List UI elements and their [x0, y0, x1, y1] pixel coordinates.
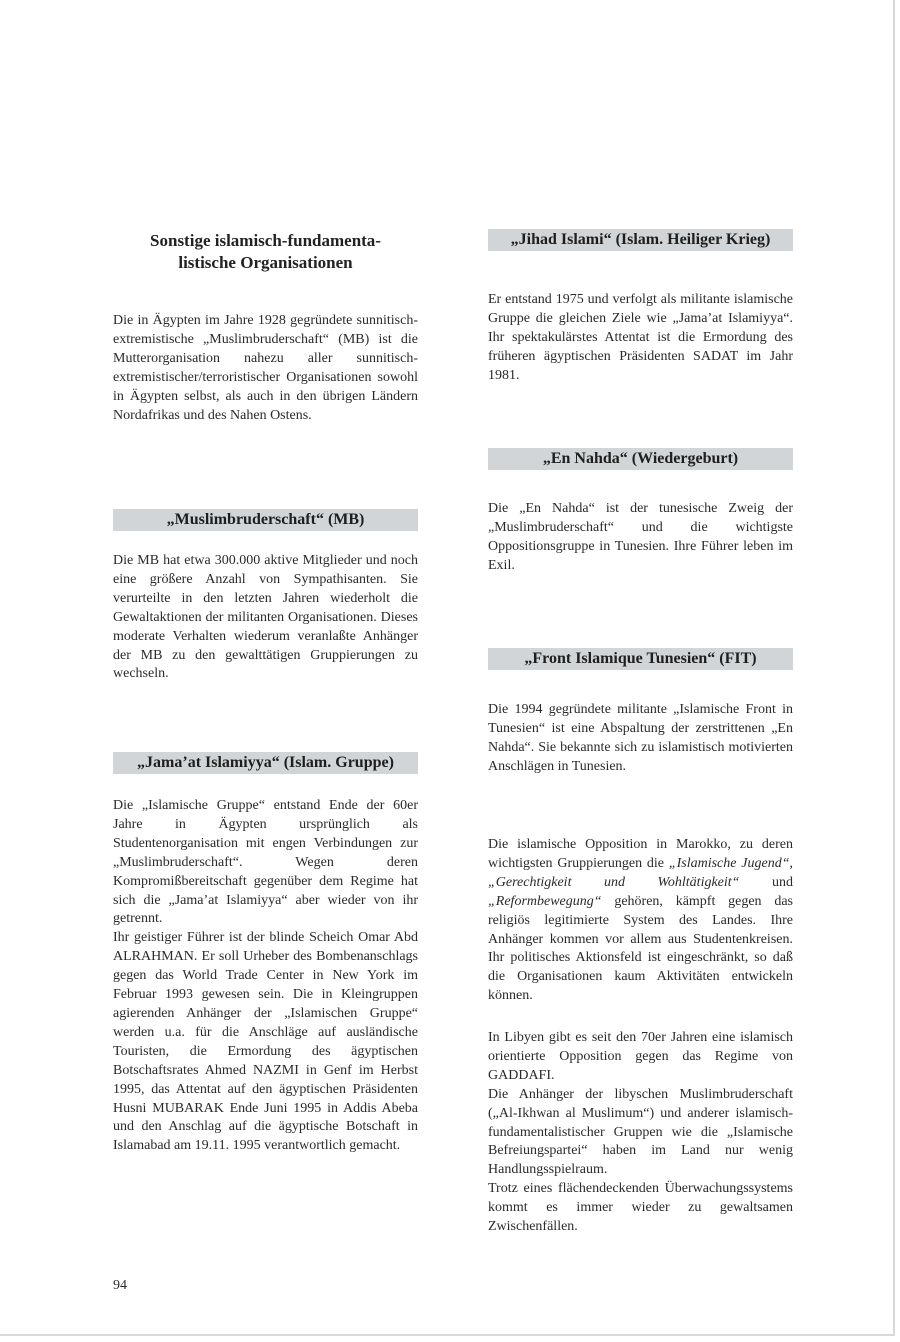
jihad-heading: „Jihad Islami“ (Islam. Heiliger Krieg) — [488, 229, 793, 251]
mb-section — [113, 509, 418, 684]
libya-paragraph-2: Die Anhänger der libyschen Muslimbruderschaft („Al-Ikhwan al Muslimum“) und anderer islamisch-fundamentalistischer Gruppen wie die „Islamische Befreiungspartei“ haben im Land nur wenig Handlungsspielraum. — [488, 1086, 793, 1178]
nahda-paragraph: Die „En Nahda“ ist der tunesische Zweig der „Muslimbruderschaft“ und die wichtigste Oppositionsgruppe in Tunesien. Ihre Führer leben im Exil. — [488, 501, 793, 573]
jamaat-paragraph-2: Ihr geistiger Führer ist der blinde Scheich Omar Abd ALRAHMAN. Er soll Urheber des Bombenanschlags gegen das World Trade Center in New York im Februar 1993 gewesen sein. Die in Kleingruppen agierenden Anhänger der „Islamischen Gruppe“ werden u.a. für die Anschläge auf ausländische Touristen, die Ermordung des ägyptischen Botschaftsrates Ahmed NAZMI in Genf im Herbst 1995, das Attentat auf den ägyptischen Präsidenten Husni MUBARAK Ende Juni 1995 in Addis Abeba und den Anschlag auf die ägyptische Botschaft in Islamabad am 19.11. 1995 verantwortlich gemacht. — [113, 930, 418, 1154]
morocco-and: und — [739, 874, 794, 890]
intro-heading — [113, 230, 418, 274]
mb-paragraph: Die MB hat etwa 300.000 aktive Mitglieder und noch eine größere Anzahl von Sympathisanten. Sie verurteilte in den letzten Jahren wiederholt die Gewaltaktionen der militanten Organisationen. Dieses moderate Verhalten wiederum veranlaßte Anhänger der MB zu den gewalttätigen Gruppierungen zu wechseln. — [113, 553, 418, 682]
jihad-paragraph: Er entstand 1975 und verfolgt als militante islamische Gruppe die gleichen Ziele wie „Jama’at Islamiyya“. Ihr spektakulärstes Attentat ist die Ermordung des früheren ägyptischen Präsidenten SADAT im Jahr 1981. — [488, 292, 793, 383]
mb-heading: „Muslimbruderschaft“ (MB) — [113, 509, 418, 531]
fit-section — [488, 648, 793, 777]
morocco-separator-1: , — [789, 855, 793, 871]
libya-paragraph-3: Trotz eines flächendeckenden Überwachungssystems kommt es immer wieder zu gewaltsamen Zwischenfällen. — [488, 1181, 793, 1235]
jamaat-paragraph-1: Die „Islamische Gruppe“ entstand Ende der 60er Jahre in Ägypten ursprünglich als Studentenorganisation mit engen Verbindungen zur „Muslimbruderschaft“. Wegen deren Kompromißbereitschaft gegenüber dem Regime hat sich die „Jama’at Islamiyya“ aber wieder von ihr getrennt. — [113, 798, 418, 927]
intro-heading-line1: Sonstige islamisch-fundamenta- — [150, 231, 381, 250]
jamaat-section — [113, 752, 418, 1156]
jihad-section — [488, 229, 793, 386]
jamaat-heading: „Jama’at Islamiyya“ (Islam. Gruppe) — [113, 752, 418, 774]
intro-heading-line2: listische Organisationen — [178, 253, 353, 272]
nahda-section — [488, 448, 793, 576]
intro-paragraph: Die in Ägypten im Jahre 1928 gegründete sunnitisch-extremistische „Muslimbruderschaft“ (MB) ist die Mutterorganisation nahezu aller sunnitisch-extremistischer/terroristischer Organisationen sowohl in Ägypten selbst, als auch in den übrigen Ländern Nordafrikas und des Nahen Ostens. — [113, 313, 418, 423]
intro-paragraph-block — [113, 312, 418, 425]
morocco-text-start: Die islamische Opposition in Marokko, zu deren wichtigsten Gruppierungen die — [488, 837, 793, 871]
fit-heading: „Front Islamique Tunesien“ (FIT) — [488, 648, 793, 670]
morocco-paragraph — [488, 836, 793, 1006]
morocco-section — [488, 836, 793, 1006]
morocco-text-end: gehören, kämpft gegen das religiös legitimierte System des Landes. Ihre Anhänger kommen vor allem aus Studentenkreisen. Ihr politisches Aktionsfeld ist eingeschränkt, so daß die Organisationen kaum Aktivitäten entwickeln können. — [488, 893, 793, 1004]
libya-section — [488, 1029, 793, 1237]
morocco-group-1: „Islamische Jugend“ — [668, 855, 790, 871]
fit-paragraph: Die 1994 gegründete militante „Islamische Front in Tunesien“ ist eine Abspaltung der zerstrittenen „En Nahda“. Sie bekannte sich zu islamistisch motivierten Anschlägen in Tunesien. — [488, 702, 793, 774]
intro-section — [113, 230, 418, 274]
morocco-group-2: „Gerechtigkeit und Wohltätigkeit“ — [488, 874, 740, 890]
morocco-group-3: „Reformbewegung“ — [488, 893, 602, 909]
libya-paragraph-1: In Libyen gibt es seit den 70er Jahren eine islamisch orientierte Opposition gegen das Regime von GADDAFI. — [488, 1030, 793, 1083]
page-number: 94 — [113, 1278, 127, 1293]
nahda-heading: „En Nahda“ (Wiedergeburt) — [488, 448, 793, 470]
